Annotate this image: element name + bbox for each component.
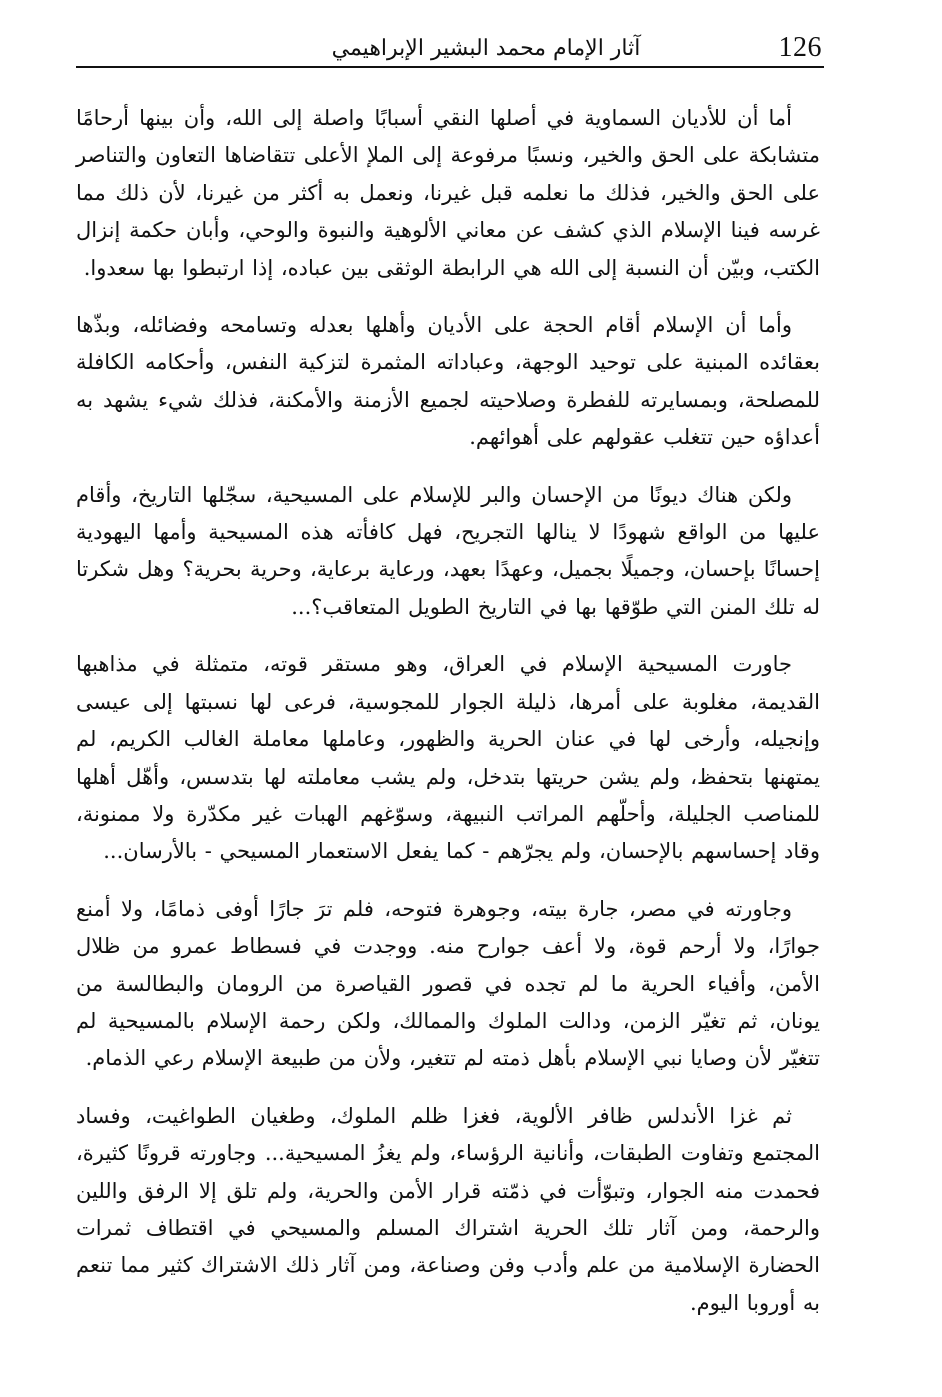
page-number: 126: [778, 32, 822, 63]
paragraph: أما أن للأديان السماوية في أصلها النقي أسبابًا واصلة إلى الله، وأن بينها أرحامًا متشابكة على الحق والخير، ونسبًا مرفوعة إلى الملإ الأعلى تتقاضاها التعاون والتناصر على الحق والخير، فذلك ما نعلمه قبل غيرنا، ونعمل به أكثر من غيرنا، لأن ذلك مما غرسه فينا الإسلام الذي كشف عن معاني الألوهية والنبوة والوحي، وأبان حكمة إنزال الكتب، وبيّن أن النسبة إلى الله هي الرابطة الوثقى بين عباده، إذا ارتبطوا بها سعدوا.: [76, 106, 821, 280]
body-text: [76, 100, 820, 1342]
paragraph: جاورت المسيحية الإسلام في العراق، وهو مستقر قوته، متمثلة في مذاهبها القديمة، مغلوبة على أمرها، ذليلة الجوار للمجوسية، فرعى لها نسبتها إلى عيسى وإنجيله، وأرخى لها في عنان الحرية والظهور، وعاملها معاملة الغالب الكريم، لم يمتهنها بتحفظ، ولم يشن حريتها بتدخل، ولم يشب معاملته لها بتدسس، وأهّل أهلها للمناصب الجليلة، وأحلّهم المراتب النبيهة، وسوّغهم الهبات غير مكدّرة ولا ممنونة، وقاد إحساسهم بالإحسان، ولم يجرّهم - كما يفعل الاستعمار المسيحي - بالأرسان...: [76, 652, 820, 864]
paragraph: ولكن هناك ديونًا من الإحسان والبر للإسلام على المسيحية، سجّلها التاريخ، وأقام عليها من الواقع شهودًا لا ينالها التجريح، فهل كافأته هذه المسيحية وأمها اليهودية إحسانًا بإحسان، وجميلًا بجميل، وعهدًا بعهد، ورعاية برعاية، وحرية بحرية؟ وهل شكرتا له تلك المنن التي طوّقها بها في التاريخ الطويل المتعاقب؟...: [76, 482, 820, 619]
paragraph: وأما أن الإسلام أقام الحجة على الأديان وأهلها بعدله وتسامحه وفضائله، وبذّها بعقائده المبنية على توحيد الوجهة، وعباداته المثمرة لتزكية النفس، وأحكامه الكافلة للمصلحة، وبمسايرته للفطرة وصلاحيته لجميع الأزمنة والأمكنة، فذلك شيء يشهد به أعداؤه حين تتغلب عقولهم على أهوائهم.: [76, 313, 820, 450]
paragraph: ثم غزا الأندلس ظافر الألوية، فغزا ظلم الملوك، وطغيان الطواغيت، وفساد المجتمع وتفاوت الطبقات، وأنانية الرؤساء، ولم يغزُ المسيحية... وجاورته قرونًا كثيرة، فحمدت منه الجوار، وتبوّأت في ذمّته قرار الأمن والحرية، ولم تلق إلا الرفق واللين والرحمة، ومن آثار تلك الحرية اشتراك المسلم والمسيحي في اقتطاف ثمرات الحضارة الإسلامية من علم وأدب وفن وصناعة، ومن آثار ذلك الاشتراك كثير مما تنعم به أوروبا اليوم.: [76, 1103, 820, 1315]
page-header: [76, 30, 824, 66]
paragraph: وجاورته في مصر، جارة بيته، وجوهرة فتوحه، فلم ترَ جارًا أوفى ذمامًا، ولا أمنع جوارًا، ولا أرحم قوة، ولا أعف جوارح منه. ووجدت في فسطاط عمرو من ظلال الأمن، وأفياء الحرية ما لم تجده في قصور القياصرة من الرومان والبطالسة من يونان، ثم تغيّر الزمن، ودالت الملوك والممالك، ولكن رحمة الإسلام بالمسيحية لم تتغيّر لأن وصايا نبي الإسلام بأهل ذمته لم تتغير، ولأن من طبيعة الإسلام رعي الذمام.: [76, 896, 820, 1071]
header-rule: [76, 66, 824, 68]
running-title: آثار الإمام محمد البشير الإبراهيمي: [331, 36, 641, 61]
